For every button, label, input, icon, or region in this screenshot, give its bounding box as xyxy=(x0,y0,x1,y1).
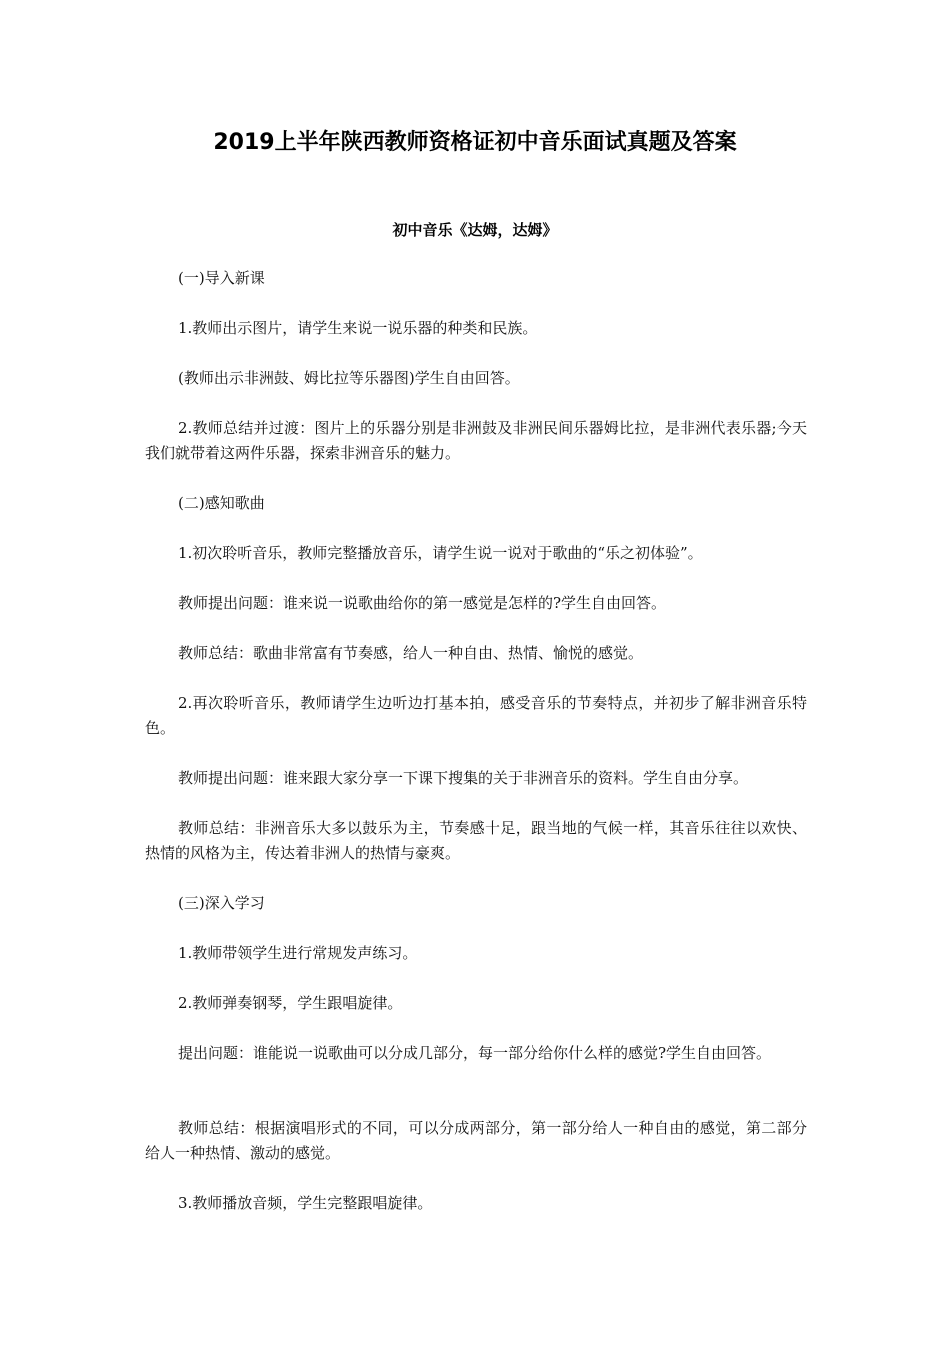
paragraph: 教师提出问题：谁来跟大家分享一下课下搜集的关于非洲音乐的资料。学生自由分享。 xyxy=(178,769,749,787)
paragraph: 2.教师总结并过渡：图片上的乐器分别是非洲鼓及非洲民间乐器姆比拉，是非洲代表乐器;今天我们就带着这两件乐器，探索非洲音乐的魅力。 xyxy=(145,419,807,462)
paragraph: 提出问题：谁能说一说歌曲可以分成几部分，每一部分给你什么样的感觉?学生自由回答。 xyxy=(178,1044,772,1062)
paragraph: 1.教师带领学生进行常规发声练习。 xyxy=(178,944,418,962)
paragraph: 1.初次聆听音乐，教师完整播放音乐，请学生说一说对于歌曲的“乐之初体验”。 xyxy=(178,544,703,562)
paragraph: 1.教师出示图片，请学生来说一说乐器的种类和民族。 xyxy=(178,319,538,337)
paragraph: 教师总结：歌曲非常富有节奏感，给人一种自由、热情、愉悦的感觉。 xyxy=(178,644,644,662)
section-heading-intro: (一)导入新课 xyxy=(178,269,265,287)
paragraph: 教师提出问题：谁来说一说歌曲给你的第一感觉是怎样的?学生自由回答。 xyxy=(178,594,667,612)
paragraph: 2.再次聆听音乐，教师请学生边听边打基本拍，感受音乐的节奏特点，并初步了解非洲音乐特色。 xyxy=(145,694,807,737)
paragraph: 教师总结：根据演唱形式的不同，可以分成两部分，第一部分给人一种自由的感觉，第二部分给人一种热情、激动的感觉。 xyxy=(145,1119,807,1162)
paragraph: 教师总结：非洲音乐大多以鼓乐为主，节奏感十足，跟当地的气候一样，其音乐往往以欢快、热情的风格为主，传达着非洲人的热情与豪爽。 xyxy=(145,819,807,862)
paragraph: 2.教师弹奏钢琴，学生跟唱旋律。 xyxy=(178,994,403,1012)
section-heading-deep-learning: (三)深入学习 xyxy=(178,894,265,912)
lesson-subtitle: 初中音乐《达姆，达姆》 xyxy=(392,221,558,239)
section-heading-perceive: (二)感知歌曲 xyxy=(178,494,265,512)
paragraph: 3.教师播放音频，学生完整跟唱旋律。 xyxy=(178,1194,433,1212)
document-title: 2019上半年陕西教师资格证初中音乐面试真题及答案 xyxy=(213,130,737,155)
paragraph: (教师出示非洲鼓、姆比拉等乐器图)学生自由回答。 xyxy=(178,369,520,387)
